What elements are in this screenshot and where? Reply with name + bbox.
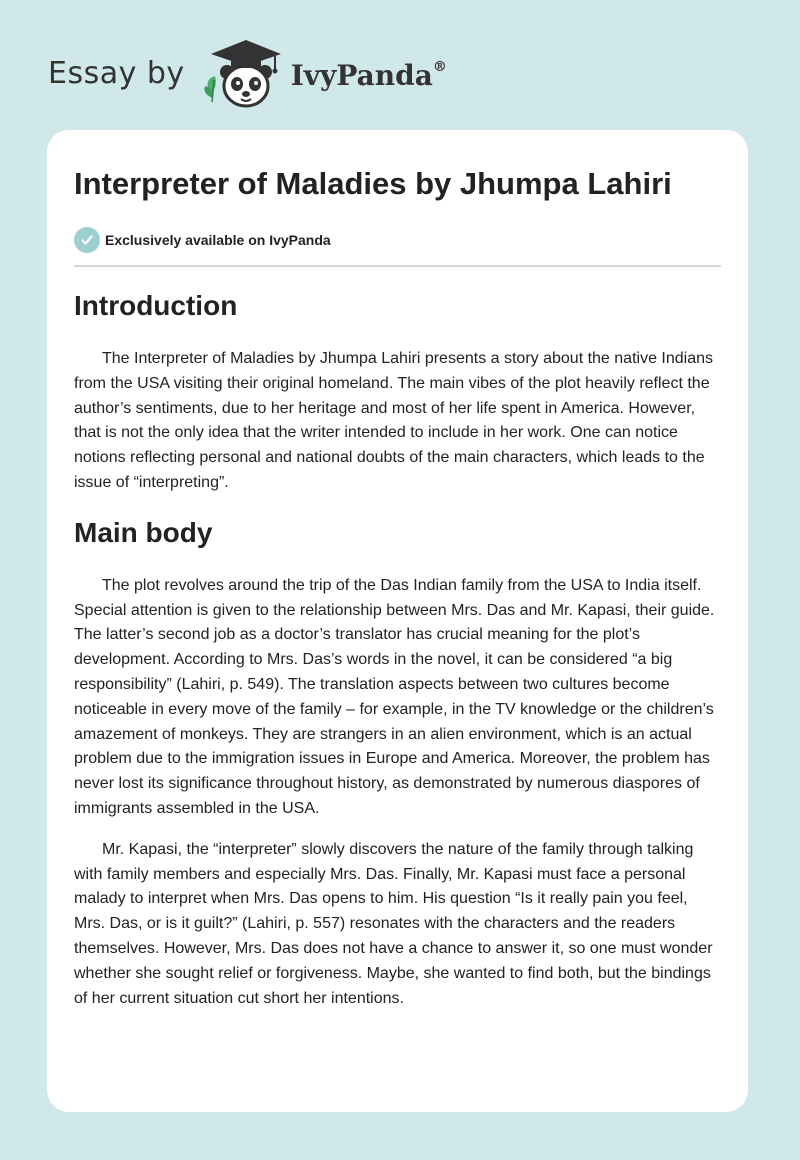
ivypanda-logo[interactable] bbox=[201, 36, 447, 111]
essay-card bbox=[47, 130, 748, 1112]
essay-by-label: Essay by bbox=[48, 56, 185, 91]
brand-name: IvyPanda® bbox=[290, 58, 447, 92]
exclusive-label: Exclusively available on IvyPanda bbox=[105, 232, 331, 248]
section-heading-introduction: Introduction bbox=[74, 290, 238, 321]
divider bbox=[74, 265, 721, 267]
registered-mark: ® bbox=[432, 58, 447, 75]
section-heading-main-body: Main body bbox=[74, 516, 213, 548]
exclusive-badge bbox=[74, 227, 721, 253]
site-header bbox=[48, 36, 447, 111]
panda-graduation-cap-icon bbox=[201, 36, 285, 111]
check-icon bbox=[74, 227, 100, 253]
paragraph: The Interpreter of Maladies by Jhumpa Lahiri presents a story about the native Indians from the USA visiting their original homeland. The main vibes of the plot heavily reflect the author’s sentiments, due to her heritage and most of her life spent in America. However, that is not the only idea that the writer intended to include in her work. One can notice notions reflecting personal and national doubts of the main characters, which leads to the issue of “interpreting”. bbox=[74, 350, 714, 491]
page-title: Interpreter of Maladies by Jhumpa Lahiri bbox=[74, 166, 672, 201]
paragraph: Mr. Kapasi, the “interpreter” slowly discovers the nature of the family through talking with family members and especially Mrs. Das. Finally, Mr. Kapasi must face a personal malady to interpret when Mrs. Das opens to him. His question “Is it really pain you feel, Mrs. Das, or is it guilt?” (Lahiri, p. 557) resonates with the characters and the readers themselves. However, Mrs. Das does not have a chance to answer it, so one must wonder whether she sought relief or forgiveness. Maybe, she wanted to find both, but the bindings of her current situation cut short her intentions. bbox=[74, 840, 713, 1007]
paragraph: The plot revolves around the trip of the Das Indian family from the USA to India itself. Special attention is given to the relationship between Mrs. Das and Mr. Kapasi, their guide. The latter’s second job as a doctor’s translator has crucial meaning for the plot’s development. According to Mrs. Das’s words in the novel, it can be considered “a big responsibility” (Lahiri, p. 549). The translation aspects between two cultures become noticeable in every move of the family – for example, in the TV knowledge or the children’s amazement of monkeys. They are strangers in an alien environment, which is an actual problem due to the immigration issues in Europe and America. Moreover, the problem has never lost its significance throughout history, as demonstrated by numerous diaspores of immigrants assembled in the USA. bbox=[74, 576, 715, 817]
